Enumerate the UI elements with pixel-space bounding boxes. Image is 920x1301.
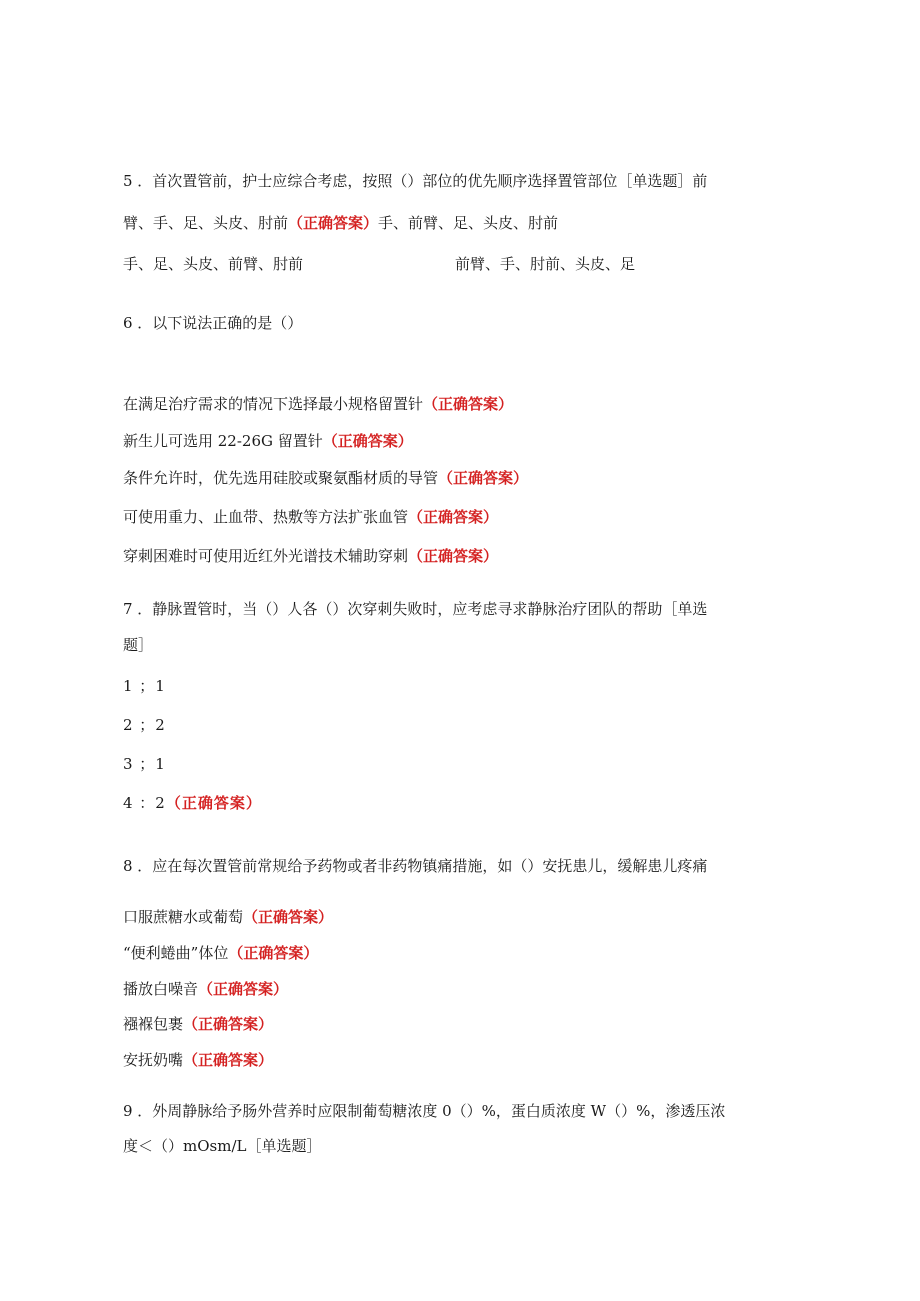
q5-text-post: 手、前臂、足、头皮、肘前 <box>378 214 559 232</box>
q7-stem-line2: 题］ <box>123 636 154 654</box>
q5-stem-line1: 5 ．首次置管前，护士应综合考虑，按照（）部位的优先顺序选择置管部位［单选题］前 <box>123 172 708 190</box>
correct-answer-mark: （正确答案） <box>228 944 319 962</box>
q9-stem-line1: 9 ．外周静脉给予肠外营养时应限制葡萄糖浓度 0（）%，蛋白质浓度 W（）%，渗透压浓 <box>123 1102 726 1120</box>
correct-answer-mark: （正确答案） <box>408 547 499 565</box>
q7-option-3: 3 ；1 <box>123 755 166 773</box>
option-text: 口服蔗糖水或葡萄 <box>123 908 244 926</box>
q6-option-3 <box>123 468 528 488</box>
correct-answer-mark: （正确答案） <box>408 508 499 526</box>
q8-option-3 <box>123 979 288 999</box>
q9-stem-line2: 度＜（）mOsm/L［单选题］ <box>123 1137 322 1155</box>
option-text: 新生儿可选用 22-26G 留置针 <box>123 432 323 450</box>
option-text: 播放白噪音 <box>123 980 199 998</box>
option-text: 襁褓包裹 <box>123 1015 184 1033</box>
q7-option-1: 1 ；1 <box>123 677 166 695</box>
q6-option-5 <box>123 546 498 566</box>
correct-answer-mark: （正确答案） <box>438 469 529 487</box>
q5-stem-line2 <box>123 213 558 233</box>
q5-option-a: 手、足、头皮、前臂、肘前 <box>123 255 304 273</box>
q7-option-2: 2 ；2 <box>123 716 166 734</box>
option-text: 在满足治疗需求的情况下选择最小规格留置针 <box>123 395 424 413</box>
option-text: 可使用重力、止血带、热敷等方法扩张血管 <box>123 508 409 526</box>
q6-option-2 <box>123 431 413 451</box>
correct-answer-mark: （正确答案） <box>243 908 334 926</box>
q7-stem-line1: 7 ．静脉置管时，当（）人各（）次穿刺失败时，应考虑寻求静脉治疗团队的帮助［单选 <box>123 600 708 618</box>
q8-option-5 <box>123 1050 273 1070</box>
q8-option-4 <box>123 1014 273 1034</box>
correct-answer-mark: （正确答案） <box>183 1015 274 1033</box>
q6-stem: 6 ．以下说法正确的是（） <box>123 314 303 332</box>
q5-option-b: 前臂、手、肘前、头皮、足 <box>455 255 636 273</box>
option-text: 安抚奶嘴 <box>123 1051 184 1069</box>
q8-option-1 <box>123 907 333 927</box>
option-text: 条件允许时，优先选用硅胶或聚氨酯材质的导管 <box>123 469 439 487</box>
correct-answer-mark: （正确答案） <box>288 214 379 232</box>
option-text: 穿刺困难时可使用近红外光谱技术辅助穿刺 <box>123 547 409 565</box>
correct-answer-mark: （正确答案） <box>165 794 262 812</box>
q6-option-4 <box>123 507 498 527</box>
q6-option-1 <box>123 394 513 414</box>
correct-answer-mark: （正确答案） <box>183 1051 274 1069</box>
q5-text-pre: 臂、手、足、头皮、肘前 <box>123 214 289 232</box>
q8-option-2 <box>123 943 318 963</box>
correct-answer-mark: （正确答案） <box>423 395 514 413</box>
option-text: “便利蜷曲”体位 <box>123 944 229 962</box>
q8-stem: 8 ．应在每次置管前常规给予药物或者非药物镇痛措施，如（）安抚患儿，缓解患儿疼痛 <box>123 857 708 875</box>
correct-answer-mark: （正确答案） <box>322 432 413 450</box>
option-text: 4 ：2 <box>123 794 166 812</box>
q7-option-4 <box>123 793 262 813</box>
q5-options-line3 <box>123 254 636 274</box>
correct-answer-mark: （正确答案） <box>198 980 289 998</box>
